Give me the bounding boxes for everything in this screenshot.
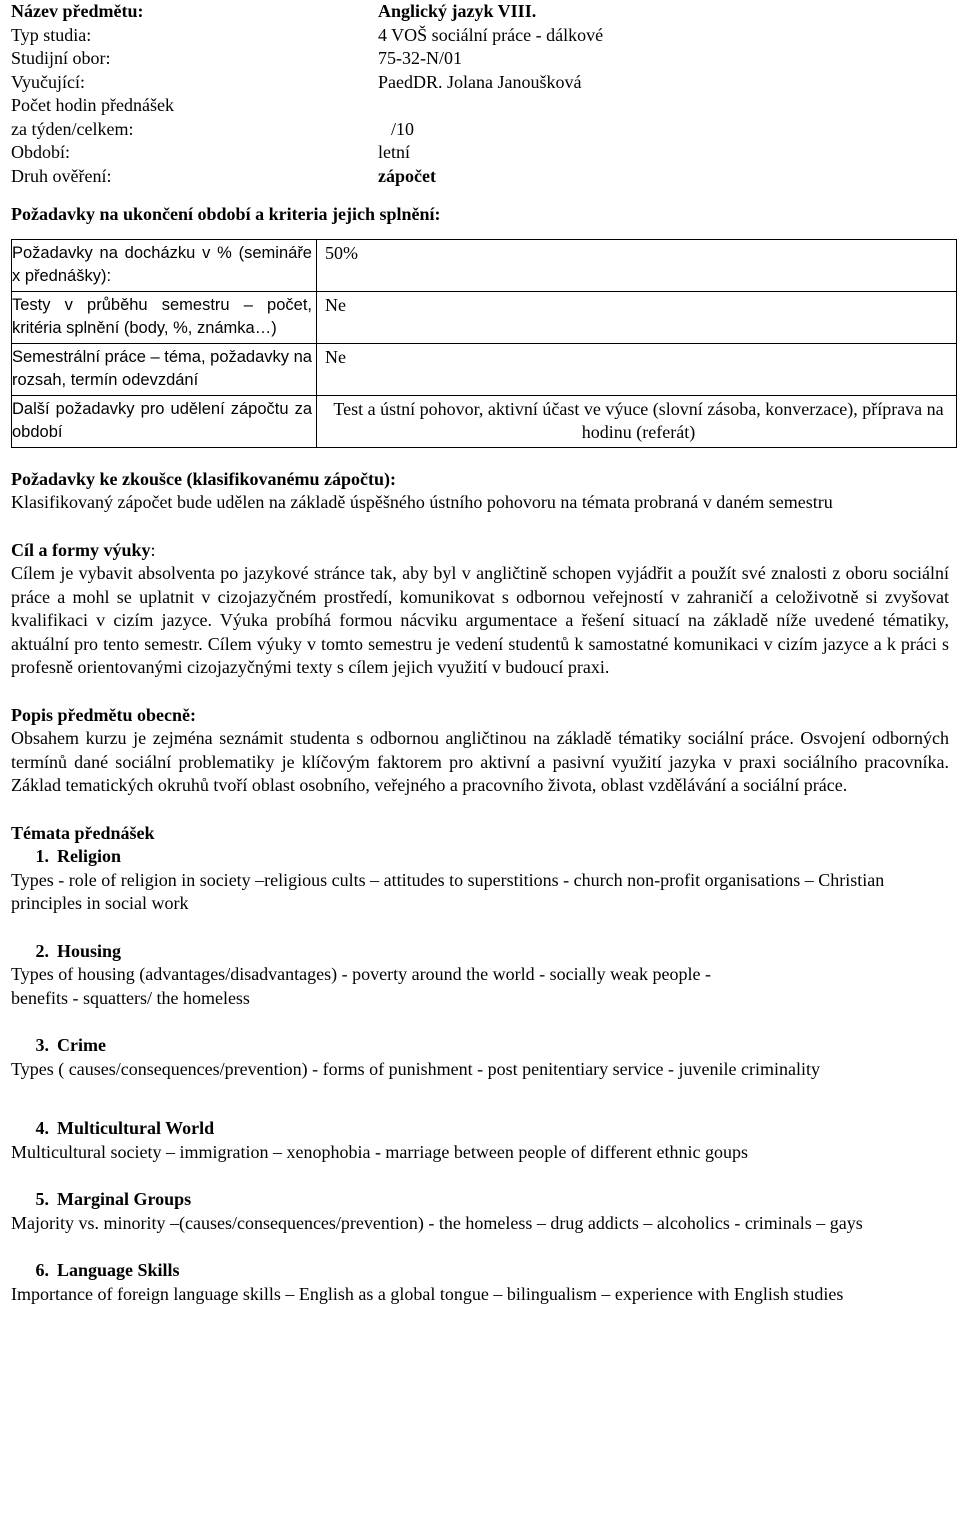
topic-number: 3.	[35, 1035, 49, 1055]
header-label: Počet hodin přednášek	[11, 95, 174, 115]
topic-item	[11, 845, 949, 916]
header-label: Studijní obor:	[11, 48, 111, 68]
exam-text: Klasifikovaný zápočet bude udělen na základě úspěšného ústního pohovoru na témata probraná v daném semestru	[11, 492, 833, 512]
header-row-field	[11, 47, 949, 71]
topic-text: Types - role of religion in society –religious cults – attitudes to superstitions - church non-profit organisations – Christian principles in social work	[11, 869, 885, 913]
header-row-study-type	[11, 24, 949, 48]
topic-title: Crime	[57, 1035, 106, 1055]
topic-title: Marginal Groups	[57, 1189, 192, 1209]
exam-title: Požadavky ke zkoušce (klasifikovanému zápočtu):	[11, 468, 397, 489]
document-page	[11, 0, 949, 1306]
header-label: Název předmětu:	[11, 1, 144, 21]
topic-text: Types of housing (advantages/disadvantages) - poverty around the world - socially weak people - benefits - squatters/ the homeless	[11, 964, 712, 1008]
goals-title: Cíl a formy výuky	[11, 539, 151, 560]
topics-title: Témata přednášek	[11, 822, 155, 843]
goals-text: Cílem je vybavit absolventa po jazykové stránce tak, aby byl v angličtině schopen vyjádřit a použít své znalosti z oboru sociální práce a mohl se uplatnit v cizojazyčném prostředí, komunikovat s odbornou veřejností v zahraničí a celoživotně si zvyšovat kvalifikaci v cizím jazyce. Výuka probíhá formou nácviku argumentace a řešení situací na základě níže uvedené tématiky, aktuální pro tento semestr. Cílem výuky v tomto semestru je vedení studentů k samostatné komunikaci v cizím jazyce a k práci s profesně orientovanými cizojazyčnými texty s cílem jejich využití v budoucí praxi.	[11, 563, 949, 677]
header-value: 75-32-N/01	[378, 48, 462, 68]
requirement-value: Ne	[317, 343, 957, 395]
topic-number: 4.	[35, 1118, 49, 1138]
topic-item	[11, 1259, 949, 1306]
goals-section	[11, 539, 949, 680]
description-section	[11, 704, 949, 798]
header-label: Vyučující:	[11, 71, 85, 92]
topic-text: Types ( causes/consequences/prevention) - forms of punishment - post penitentiary service - juvenile criminality	[11, 1058, 820, 1079]
topic-number: 5.	[35, 1189, 49, 1209]
header-value: 4 VOŠ sociální práce - dálkové	[378, 24, 604, 45]
table-row	[12, 239, 957, 291]
topics-section	[11, 822, 949, 1307]
header-label: Druh ověření:	[11, 165, 112, 186]
topic-number: 6.	[35, 1260, 49, 1280]
topic-number: 1.	[35, 846, 49, 866]
topic-item	[11, 1117, 949, 1164]
requirements-title: Požadavky na ukončení období a kriteria jejich splnění:	[11, 204, 441, 224]
requirement-label: Další požadavky pro udělení zápočtu za období	[12, 395, 317, 447]
topic-text: Multicultural society – immigration – xenophobia - marriage between people of different ethnic goups	[11, 1141, 748, 1162]
header-row-weekly	[11, 118, 949, 142]
header-value: Anglický jazyk VIII.	[378, 1, 537, 21]
topic-text: Majority vs. minority –(causes/consequences/prevention) - the homeless – drug addicts – alcoholics - criminals – gays	[11, 1212, 863, 1233]
header-label: Typ studia:	[11, 24, 92, 45]
topic-item	[11, 940, 949, 1011]
header-label: Období:	[11, 142, 71, 162]
header-row-teacher	[11, 71, 949, 95]
description-text: Obsahem kurzu je zejména seznámit studenta s odbornou angličtinou na základě tématiky sociální práce. Osvojení odborných termínů dané sociální problematiky je klíčovým faktorem pro aktivní a pasivní využití jazyka v praxi sociálního pracovníka. Základ tematických okruhů tvoří oblast osobního, veřejného a pracovního života, oblast vzdělávání a sociální práce.	[11, 728, 949, 795]
requirement-value: 50%	[317, 239, 957, 291]
goals-heading: Cíl a formy výuky:	[11, 539, 156, 560]
description-title: Popis předmětu obecně:	[11, 704, 196, 725]
header-row-hours	[11, 94, 949, 118]
requirement-label: Testy v průběhu semestru – počet, kritéria splnění (body, %, známka…)	[12, 291, 317, 343]
topic-text: Importance of foreign language skills – English as a global tongue – bilingualism – experience with English studies	[11, 1283, 844, 1304]
requirement-label: Semestrální práce – téma, požadavky na rozsah, termín odevzdání	[12, 343, 317, 395]
topic-title: Religion	[57, 846, 122, 866]
table-row	[12, 291, 957, 343]
header-value: letní	[378, 142, 410, 162]
header-value: zápočet	[378, 165, 436, 186]
requirement-value: Ne	[317, 291, 957, 343]
header-label: za týden/celkem:	[11, 118, 134, 139]
requirements-table	[11, 239, 957, 448]
topic-title: Multicultural World	[57, 1118, 215, 1138]
requirement-label: Požadavky na docházku v % (semináře x přednášky):	[12, 239, 317, 291]
header-block	[11, 0, 949, 188]
topic-title: Language Skills	[57, 1260, 180, 1280]
requirement-value: Test a ústní pohovor, aktivní účast ve výuce (slovní zásoba, konverzace), příprava na hodinu (referát)	[317, 395, 957, 447]
table-row	[12, 395, 957, 447]
topic-number: 2.	[35, 940, 49, 961]
topic-title: Housing	[57, 940, 122, 961]
topic-item	[11, 1188, 949, 1235]
exam-section	[11, 468, 949, 515]
header-row-period	[11, 141, 949, 165]
header-row-subject	[11, 0, 949, 24]
topic-item	[11, 1034, 949, 1081]
header-value: /10	[391, 118, 415, 139]
table-row	[12, 343, 957, 395]
header-row-verification	[11, 165, 949, 189]
header-value: PaedDR. Jolana Janoušková	[378, 71, 582, 92]
